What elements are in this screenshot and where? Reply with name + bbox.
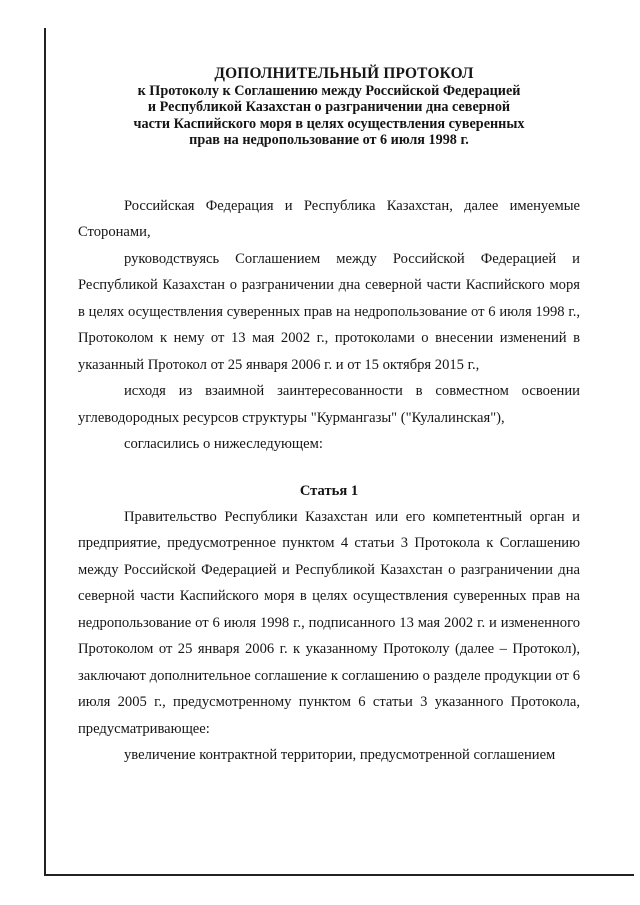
title-line: части Каспийского моря в целях осуществления суверенных [133, 115, 525, 132]
scan-border-bottom [44, 874, 634, 876]
preamble-paragraph: руководствуясь Соглашением между Российской Федерацией и Республикой Казахстан о разграничении дна северной части Каспийского моря в целях осуществления суверенных прав на недропользование от 6 июля 1998 г., Протоколом к нему от 13 мая 2002 г., протоколами о внесении изменений в указанный Протокол от 25 января 2006 г. и от 15 октября 2015 г., [78, 250, 580, 373]
article-heading: Статья 1 [299, 482, 359, 499]
article-paragraph: Правительство Республики Казахстан или его компетентный орган и предприятие, предусмотренное пунктом 4 статьи 3 Протокола к Соглашению между Российской Федерацией и Республикой Казахстан о разграничении дна северной части Каспийского моря в целях осуществления суверенных прав на недропользование от 6 июля 1998 г., подписанного 13 мая 2002 г. и измененного Протоколом от 25 января 2006 г. к указанному Протоколу (далее – Протокол), заключают дополнительное соглашение к соглашению о разделе продукции от 6 июля 2005 г., предусмотренному пунктом 6 статьи 3 указанного Протокола, предусматривающее: [78, 508, 580, 737]
preamble-paragraph: Российская Федерация и Республика Казахстан, далее именуемые Сторонами, [78, 197, 580, 240]
article-paragraph: увеличение контрактной территории, предусмотренной соглашением [124, 747, 556, 763]
document-body [78, 66, 580, 769]
preamble-paragraph: согласились о нижеследующем: [124, 436, 323, 452]
title-line: и Республикой Казахстан о разграничении дна северной [147, 99, 511, 115]
title-line: к Протоколу к Соглашению между Российской Федерацией [137, 82, 521, 99]
title-line: прав на недропользование от 6 июля 1998 г. [189, 132, 469, 148]
title-main: ДОПОЛНИТЕЛЬНЫЙ ПРОТОКОЛ [214, 65, 474, 82]
preamble-paragraph: исходя из взаимной заинтересованности в совместном освоении углеводородных ресурсов структуры "Курмангазы" ("Кулалинская"), [78, 383, 580, 426]
document-title [78, 66, 580, 149]
scan-border-left [44, 28, 46, 876]
